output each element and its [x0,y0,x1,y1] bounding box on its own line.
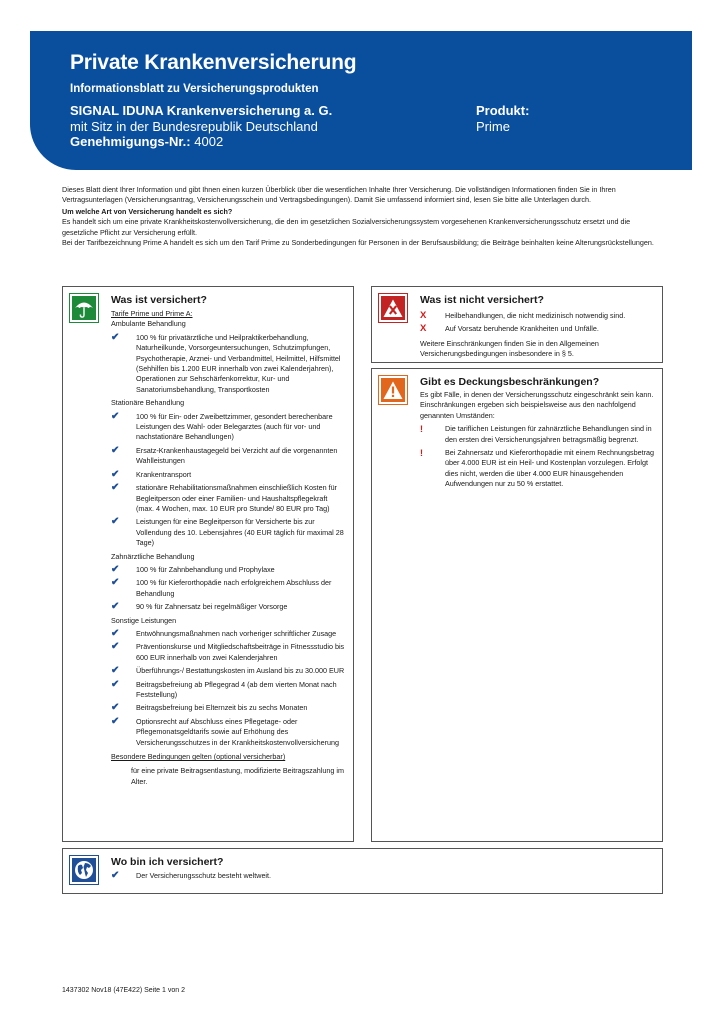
checkmark-icon: ✔ [111,641,120,653]
group-heading: Zahnärztliche Behandlung [111,551,195,561]
checkmark-icon: ✔ [111,482,120,494]
page-title: Private Krankenversicherung [70,51,357,74]
restrictions-content [420,390,658,493]
list-item [420,424,658,445]
company-name: SIGNAL IDUNA Krankenversicherung a. G. [70,103,333,118]
page-subtitle: Informationsblatt zu Versicherungsprodukten [70,83,319,95]
list-item [420,448,658,490]
not-insured-content [420,308,658,360]
list-item [111,412,347,443]
company-block [70,103,332,150]
not-insured-extra: Weitere Einschränkungen finden Sie in den Allgemeinen Versicherungsbedingungen insbesondere in § 5. [420,338,599,359]
not-insured-title: Was ist nicht versichert? [420,294,544,306]
list-item [111,578,347,599]
list-item [420,324,658,334]
cross-icon: X [420,323,427,335]
checkmark-icon: ✔ [111,601,120,613]
warning-icon [378,375,408,405]
list-item [111,565,347,575]
approval-number [70,134,332,150]
cross-icon: X [420,310,427,321]
where-box [62,848,663,894]
product-label: Produkt: [476,103,530,118]
list-item-text: Bei Zahnersatz und Kieferorthopädie mit einem Rechnungsbetrag über 4.000 EUR ist ein Heil- und Kostenplan vorzulegen. Erfolgt dies nicht, werden die über 4.000 EUR hinausgehenden Aufwendungen nur zu 50 % erstattet. [445,448,654,489]
restrictions-box [371,368,663,842]
list-item-text: Beitragsbefreiung ab Pflegegrad 4 (ab dem vierten Monat nach Feststellung) [136,679,337,699]
special-conditions-text: für eine private Beitragsentlastung, modifizierte Beitragszahlung im Alter. [131,766,344,786]
list-item [111,602,347,612]
checkmark-icon: ✔ [111,331,120,343]
header-banner [30,31,692,170]
list-item-text: Die tariflichen Leistungen für zahnärztliche Behandlungen sind in den ersten drei Versicherungsjahren betragsmäßig begrenzt. [445,424,652,444]
tariffs-label: Tarife Prime und Prime A: [111,309,193,318]
list-item-text: Leistungen für eine Begleitperson für Versicherte bis zur Vollendung des 10. Lebensjahres (40 EUR täglich für maximal 28 Tage) [136,517,344,548]
checkmark-icon: ✔ [111,665,120,677]
list-item [111,680,347,701]
company-seat: mit Sitz in der Bundesrepublik Deutschland [70,118,318,134]
exclamation-icon: ! [420,448,423,459]
list-item-text: 90 % für Zahnersatz bei regelmäßiger Vorsorge [136,602,288,612]
list-item-text: Der Versicherungsschutz besteht weltweit. [136,871,272,880]
list-item [111,703,347,713]
checkmark-icon: ✔ [111,516,120,528]
list-item [111,666,347,676]
footer-text: 1437302 Nov18 (47E422) Seite 1 von 2 [62,987,185,994]
group-heading: Stationäre Behandlung [111,398,185,408]
list-item-text: 100 % für Ein- oder Zweibettzimmer, gesondert berechenbare Leistungen des Wahl- oder Belegarztes (auch für vor- und nachstationäre Behandlungen) [136,411,333,442]
list-item-text: 100 % für privatärztliche und Heilpraktikerbehandlung, Naturheilkunde, Vorsorgeuntersuchungen, Schutzimpfungen, Psychotherapie, Arznei- und Verbandmittel, Heilmittel, Hilfsmittel (Sehhilfen bis 1.200 EUR innerhalb von zwei Kalenderjahren), Operationen zur Sehschärfenkorrektur, Kur- und Sanatoriumsbehandlung, Transportkosten [136,332,341,394]
checkmark-icon: ✔ [111,577,120,589]
approval-label: Genehmigungs-Nr.: [70,134,191,149]
intro-paragraph: Bei der Tarifbezeichnung Prime A handelt es sich um den Tarif Prime zu Sonderbedingungen für Personen in der Berufsausbildung; die Beiträge beinhalten keine Alterungsrückstellungen. [62,238,654,248]
insured-box [62,286,354,842]
list-item [111,871,651,881]
checkmark-icon: ✔ [111,678,120,690]
where-title: Wo bin ich versichert? [111,856,224,868]
product-value: Prime [476,118,510,134]
checkmark-icon: ✔ [111,563,120,575]
checkmark-icon: ✔ [111,627,120,639]
umbrella-icon [69,293,99,323]
special-conditions-heading: Besondere Bedingungen gelten (optional versicherbar) [111,752,286,762]
list-item [111,517,347,548]
checkmark-icon: ✔ [111,715,120,727]
insured-groups [111,319,347,748]
list-item-text: Ersatz-Krankenhaustagegeld bei Verzicht auf die vorgenannten Wahlleistungen [136,445,338,466]
checkmark-icon: ✔ [111,870,120,881]
restrictions-intro: Es gibt Fälle, in denen der Versicherungsschutz eingeschränkt sein kann. Einschränkungen ergeben sich beispielsweise aus den nachfolgend genannten Umständen: [420,390,654,420]
checkmark-icon: ✔ [111,410,120,422]
list-item-text: 100 % für Kieferorthopädie nach erfolgreichem Abschluss der Behandlung [136,578,332,598]
checkmark-icon: ✔ [111,444,120,456]
list-item [111,629,347,639]
list-item [111,717,347,748]
list-item-text: stationäre Rehabilitationsmaßnahmen einschließlich Kosten für Begleitperson oder einer Familien- und Haushaltspflegekraft (max. 4 Wochen, max. 10 EUR pro Stunde/ 80 EUR pro Tag) [136,483,337,513]
list-item [111,333,347,395]
product-block [476,103,529,134]
intro-paragraph: Es handelt sich um eine private Krankheitskostenvollversicherung, die den im gesetzlichen Sozialversicherungssystem vorgesehenen Krankenversicherungsschutz ersetzt und die gesetzliche Pflicht zur Versicherung erfüllt. [62,217,631,237]
list-item-text: Überführungs-/ Bestattungskosten im Ausland bis zu 30.000 EUR [136,666,345,676]
list-item-text: Präventionskurse und Mitgliedschaftsbeiträge in Fitnessstudio bis 600 EUR innerhalb von zwei Kalenderjahren [136,642,345,662]
intro-question: Um welche Art von Versicherung handelt es sich? [62,206,233,216]
globe-icon [69,855,99,885]
list-item-text: Auf Vorsatz beruhende Krankheiten und Unfälle. [445,324,599,334]
list-item [111,470,347,480]
list-item-text: Krankentransport [136,469,192,479]
list-item [111,446,347,467]
list-item [111,483,347,514]
group-heading: Sonstige Leistungen [111,615,177,625]
list-item-text: Optionsrecht auf Abschluss eines Pflegetage- oder Pflegemonatsgeldtarifs sowie auf Erhöhung des Versicherungsschutzes in der Krankheitskostenvollversicherung [136,716,339,747]
list-item-text: Beitragsbefreiung bei Elternzeit bis zu sechs Monaten [136,703,308,713]
checkmark-icon: ✔ [111,702,120,714]
intro-paragraph: Dieses Blatt dient Ihrer Information und gibt Ihnen einen kurzen Überblick über die wesentlichen Inhalte Ihrer Versicherung. Die vollständigen Informationen finden Sie in Ihren Vertragsunterlagen (Versicherungsantrag, Versicherungsschein und Vertragsbedingungen). Damit Sie umfassend informiert sind, lesen Sie bitte alle Unterlagen durch. [62,185,616,205]
where-content [111,868,651,884]
list-item-text: 100 % für Zahnbehandlung und Prophylaxe [136,564,275,574]
list-item [111,642,347,663]
exclamation-icon: ! [420,424,423,435]
checkmark-icon: ✔ [111,468,120,480]
insured-content [111,309,347,787]
cross-box-icon [378,293,408,323]
group-heading: Ambulante Behandlung [111,319,186,329]
approval-value: 4002 [194,134,224,149]
insured-title: Was ist versichert? [111,294,207,306]
restrictions-title: Gibt es Deckungsbeschränkungen? [420,376,600,388]
list-item-text: Entwöhnungsmaßnahmen nach vorheriger schriftlicher Zusage [136,628,337,638]
list-item-text: Heilbehandlungen, die nicht medizinisch notwendig sind. [445,311,626,320]
intro-text [62,185,662,248]
not-insured-box [371,286,663,363]
list-item [420,311,658,321]
